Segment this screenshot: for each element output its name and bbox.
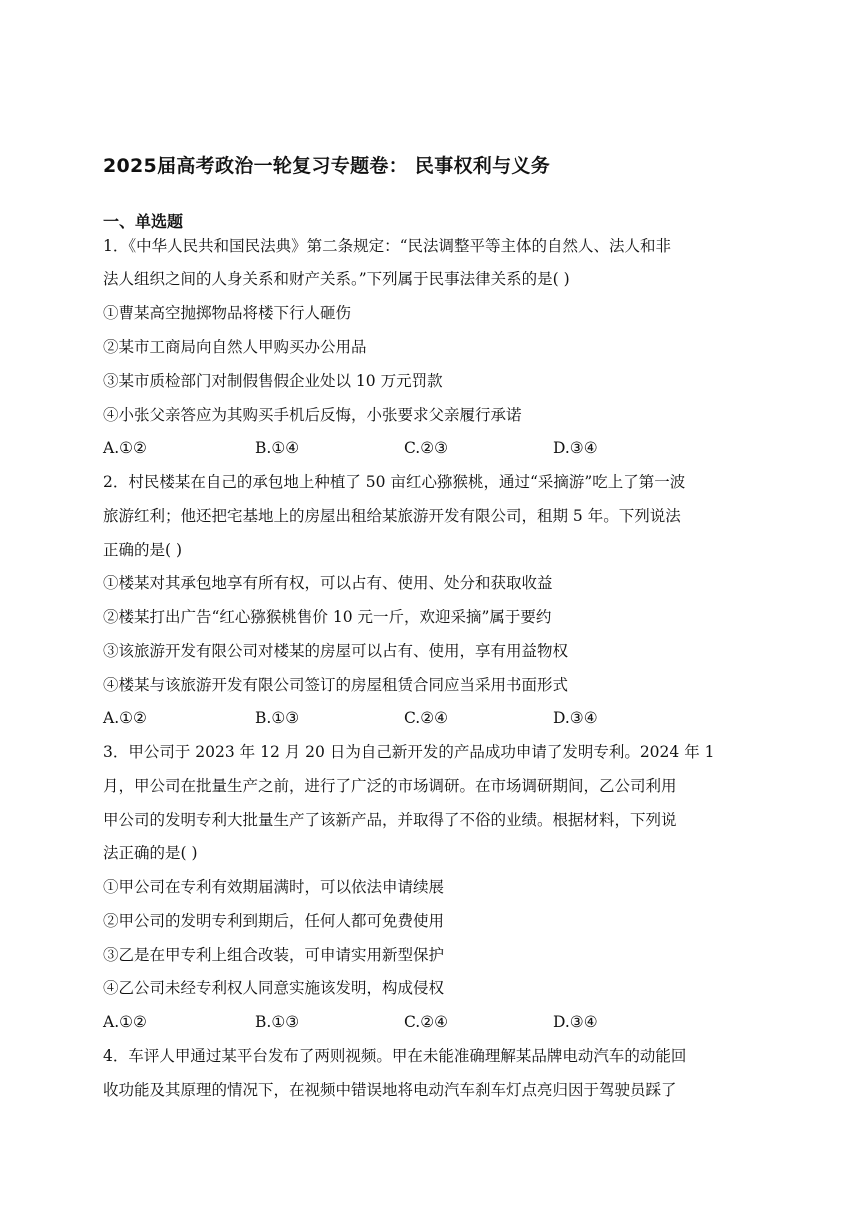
question-3-line-4: 法正确的是( ) <box>103 844 198 862</box>
question-2-line-5: ②楼某打出广告“红心猕猴桃售价 10 元一斤，欢迎采摘”属于要约 <box>103 608 552 626</box>
question-1-line-3: ①曹某高空抛掷物品将楼下行人砸伤 <box>103 304 352 322</box>
question-3-line-2: 月，甲公司在批量生产之前，进行了广泛的市场调研。在市场调研期间，乙公司利用 <box>103 777 677 795</box>
question-2-line-6: ③该旅游开发有限公司对楼某的房屋可以占有、使用，享有用益物权 <box>103 642 569 660</box>
document-title: 2025届高考政治一轮复习专题卷： 民事权利与义务 <box>103 155 550 177</box>
question-2-option-b: B.①③ <box>255 709 300 727</box>
question-3-option-c: C.②④ <box>404 1013 449 1031</box>
question-3-line-5: ①甲公司在专利有效期届满时，可以依法申请续展 <box>103 878 445 896</box>
question-1-line-4: ②某市工商局向自然人甲购买办公用品 <box>103 338 367 356</box>
question-1-option-a: A.①② <box>103 439 147 457</box>
question-3-line-3: 甲公司的发明专利大批量生产了该新产品，并取得了不俗的业绩。根据材料，下列说 <box>103 811 677 829</box>
question-1-line-2: 法人组织之间的人身关系和财产关系。”下列属于民事法律关系的是( ) <box>103 270 570 288</box>
question-3-line-1: 3．甲公司于 2023 年 12 月 20 日为自己新开发的产品成功申请了发明专利。2024 年 1 <box>103 743 715 761</box>
question-2-option-a: A.①② <box>103 709 147 727</box>
question-3-option-d: D.③④ <box>553 1013 598 1031</box>
question-1-line-5: ③某市质检部门对制假售假企业处以 10 万元罚款 <box>103 372 443 390</box>
question-2-option-c: C.②④ <box>404 709 449 727</box>
question-4-line-1: 4．车评人甲通过某平台发布了两则视频。甲在未能准确理解某品牌电动汽车的动能回 <box>103 1047 687 1065</box>
question-1-option-d: D.③④ <box>553 439 598 457</box>
question-1-line-6: ④小张父亲答应为其购买手机后反悔，小张要求父亲履行承诺 <box>103 406 522 424</box>
question-2-line-7: ④楼某与该旅游开发有限公司签订的房屋租赁合同应当采用书面形式 <box>103 676 569 694</box>
question-2-option-d: D.③④ <box>553 709 598 727</box>
question-2-line-4: ①楼某对其承包地享有所有权，可以占有、使用、处分和获取收益 <box>103 574 553 592</box>
question-4-line-2: 收功能及其原理的情况下，在视频中错误地将电动汽车刹车灯点亮归因于驾驶员踩了 <box>103 1081 677 1099</box>
question-3-line-8: ④乙公司未经专利权人同意实施该发明，构成侵权 <box>103 979 445 997</box>
question-3-option-b: B.①③ <box>255 1013 300 1031</box>
question-1-option-b: B.①④ <box>255 439 300 457</box>
question-1-line-1: 1．《中华人民共和国民法典》第二条规定：“民法调整平等主体的自然人、法人和非 <box>103 237 672 255</box>
question-1-option-c: C.②③ <box>404 439 449 457</box>
question-3-line-6: ②甲公司的发明专利到期后，任何人都可免费使用 <box>103 912 445 930</box>
question-3-option-a: A.①② <box>103 1013 147 1031</box>
section-heading: 一、单选题 <box>103 212 184 231</box>
question-2-line-3: 正确的是( ) <box>103 541 183 559</box>
question-2-line-2: 旅游红利；他还把宅基地上的房屋出租给某旅游开发有限公司，租期 5 年。下列说法 <box>103 507 681 525</box>
question-2-line-1: 2．村民楼某在自己的承包地上种植了 50 亩红心猕猴桃，通过“采摘游”吃上了第一波 <box>103 473 686 491</box>
question-3-line-7: ③乙是在甲专利上组合改装，可申请实用新型保护 <box>103 946 445 964</box>
